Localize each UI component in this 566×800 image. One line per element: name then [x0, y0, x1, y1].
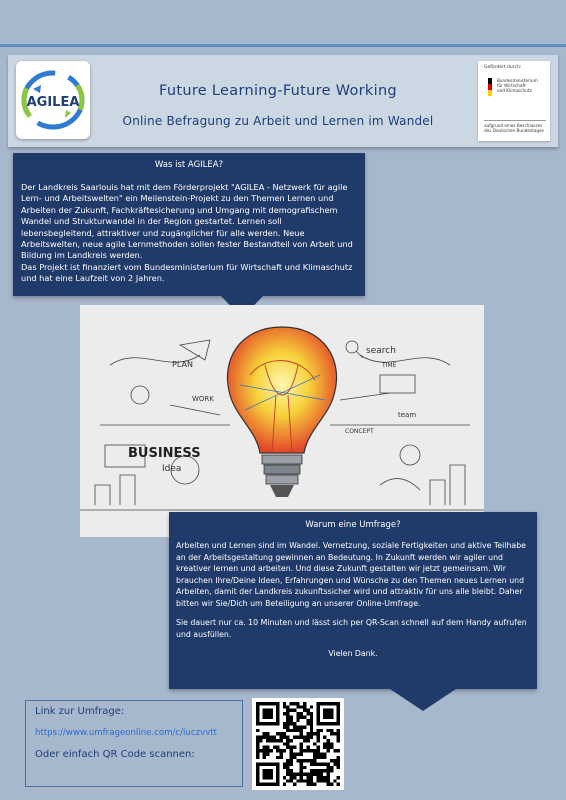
sketch-concept-label: CONCEPT	[345, 428, 374, 435]
about-heading: Was ist AGILEA?	[154, 160, 224, 170]
sketch-plan-label: PLAN	[172, 360, 193, 369]
survey-qr-code[interactable]	[252, 698, 344, 790]
survey-link-box	[25, 700, 243, 787]
qr-code-icon	[256, 702, 340, 786]
sketch-business-label: BUSINESS	[128, 446, 201, 461]
sketch-team-label: team	[398, 411, 417, 419]
sponsor-ministry	[497, 78, 547, 93]
why-paragraph-1: Arbeiten und Lernen sind im Wandel. Vernetzung, soziale Fertigkeiten und aktive Teilhabe an der Arbeitsgestaltung gewinnen an Bedeutung. In Zukunft werden wir agiler und kreativer lernen und arbeiten. Und diese Zukunft gestalten wir jetzt gemeinsam. Wir brauchen Ihre/Deine Ideen, Erfahrungen und Wünsche zu den Themen neues Lernen und Arbeiten, damit der Landkreis zukunftssicher wird und attraktiv für uns alle bleibt. Daher bitten wir Sie/Dich um Beteiligung an unserer Online-Umfrage.	[176, 541, 526, 608]
ministry-line: und Klimaschutz	[497, 88, 532, 93]
sponsor-logo	[478, 61, 550, 141]
why-heading: Warum eine Umfrage?	[305, 520, 401, 530]
ministry-line: Bundesministerium	[497, 78, 538, 83]
about-agilea-box	[13, 153, 365, 296]
qr-hint-text: Oder einfach QR Code scannen:	[35, 749, 195, 760]
decision-line: aufgrund eines Beschlusses	[484, 123, 543, 128]
logo-text: AGILEA	[26, 95, 80, 110]
decision-line: des Deutschen Bundestages	[484, 128, 544, 133]
about-body: Der Landkreis Saarlouis hat mit dem Förderprojekt "AGILEA - Netzwerk für agile Lern- und Arbeitswelten" ein Meilenstein-Projekt zu den Themen Lernen und Arbeiten der Zukunft, Fachkräftesicherung und Umgang mit demografischem Wandel und Strukturwandel in der Region gestartet. Lernen soll lebensbegleitend, attraktiver und zugänglicher für alle werden. Neue Arbeitswelten, neue agile Lernmethoden sollen fester Bestandteil von Arbeit und Bildung im Landkreis werden. Das Projekt ist finanziert vom Bundesministerium für Wirtschaft und Klimaschutz und hat eine Laufzeit von 2 Jahren.	[21, 182, 353, 284]
lightbulb-sketch-icon	[80, 305, 484, 537]
top-divider-line	[0, 44, 566, 47]
why-thanks: Vielen Dank.	[328, 649, 378, 658]
agilea-logo-icon	[19, 65, 87, 135]
german-flag-icon	[488, 78, 492, 96]
sponsor-funded-by: Gefördert durch:	[484, 65, 522, 70]
survey-url-link[interactable]: https://www.umfrageonline.com/c/iuczvvtt	[35, 728, 218, 738]
sketch-time-label: TIME	[382, 362, 397, 369]
page-subtitle: Online Befragung zu Arbeit und Lernen im Wandel	[122, 114, 434, 128]
why-callout-arrow	[390, 689, 456, 711]
why-survey-box	[169, 512, 537, 689]
why-body	[169, 530, 537, 660]
sketch-search-label: search	[366, 346, 396, 356]
agilea-logo	[16, 61, 90, 139]
ministry-line: für Wirtschaft	[497, 83, 526, 88]
lightbulb-illustration	[80, 305, 484, 537]
sponsor-decision	[484, 120, 546, 133]
header-band	[8, 55, 558, 147]
page-title: Future Learning-Future Working	[159, 83, 397, 99]
why-paragraph-2: Sie dauert nur ca. 10 Minuten und lässt sich per QR-Scan schnell auf dem Handy aufrufen und ausfüllen.	[176, 618, 527, 639]
sketch-work-label: WORK	[192, 395, 214, 403]
sketch-idea-label: Idea	[162, 464, 182, 474]
survey-link-label: Link zur Umfrage:	[35, 706, 125, 717]
